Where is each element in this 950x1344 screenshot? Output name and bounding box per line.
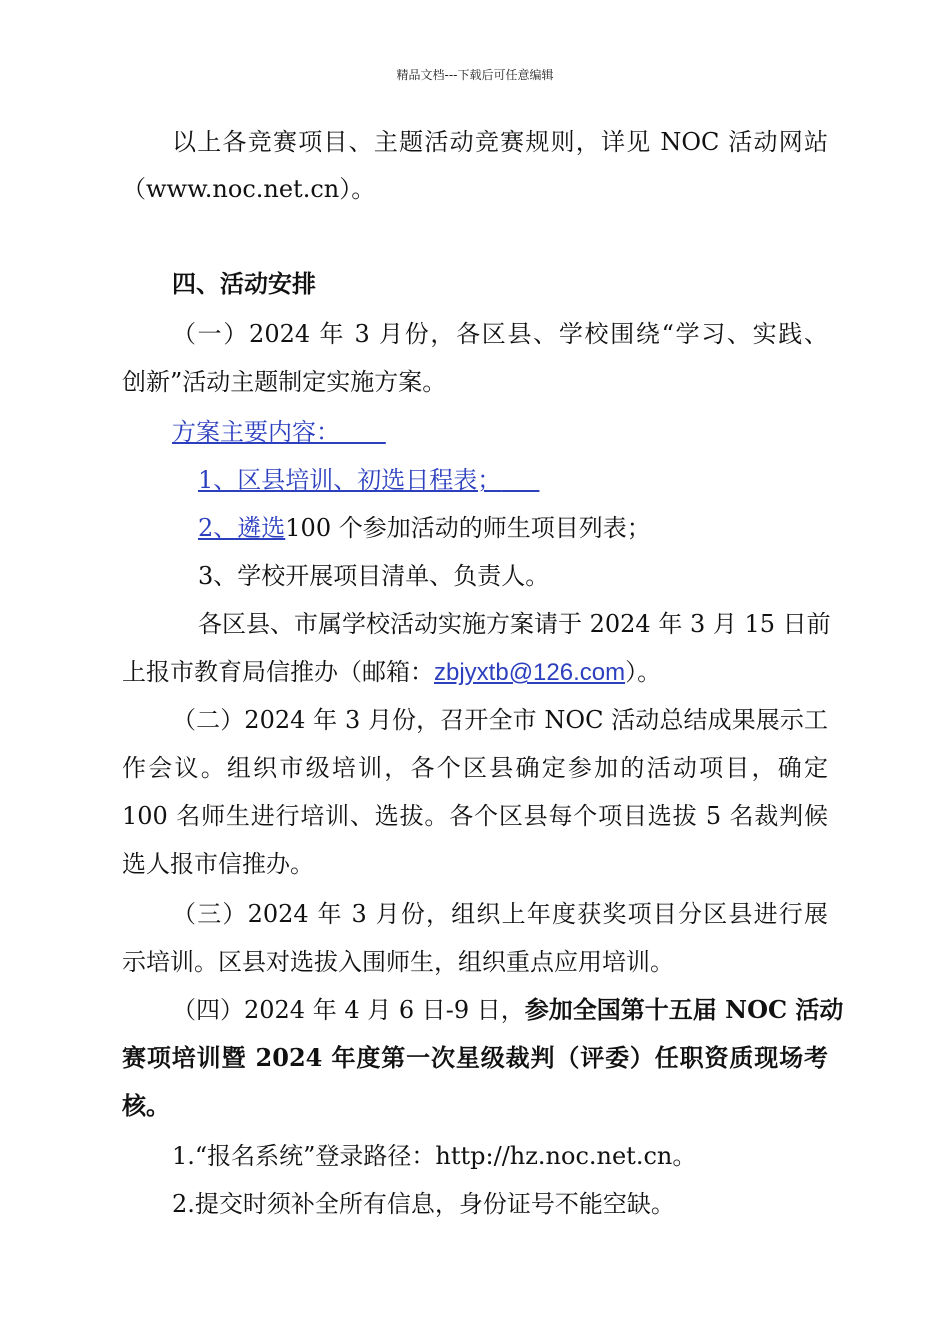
plan-item-3: 3、学校开展项目清单、负责人。 bbox=[198, 562, 550, 590]
paragraph-line: 作会议。组织市级培训，各个区县确定参加的活动项目，确定 bbox=[122, 754, 828, 782]
plan-title-link[interactable]: 方案主要内容： bbox=[172, 418, 340, 446]
plan-item-1-underline bbox=[501, 466, 539, 494]
paragraph-line: 100 名师生进行培训、选拔。各个区县每个项目选拔 5 名裁判候 bbox=[122, 802, 828, 830]
paragraph-line: 核。 bbox=[122, 1091, 170, 1120]
paragraph-line: 赛项培训暨 2024 年度第一次星级裁判（评委）任职资质现场考 bbox=[122, 1043, 828, 1072]
paragraph-line: 选人报市信推办。 bbox=[122, 850, 314, 878]
list-item: 2.提交时须补全所有信息，身份证号不能空缺。 bbox=[172, 1190, 675, 1218]
paragraph-line: 以上各竞赛项目、主题活动竞赛规则，详见 NOC 活动网站 bbox=[172, 128, 828, 156]
submission-text-end: ）。 bbox=[625, 658, 662, 686]
event-title-bold: 参加全国第十五届 NOC 活动 bbox=[524, 995, 844, 1024]
submission-text: 上报市教育局信推办（邮箱： bbox=[122, 658, 434, 686]
event-date-text: （四）2024 年 4 月 6 日-9 日， bbox=[172, 996, 525, 1024]
paragraph-line: 各区县、市属学校活动实施方案请于 2024 年 3 月 15 日前 bbox=[198, 610, 831, 638]
plan-title-underline bbox=[340, 418, 386, 446]
paragraph-line: （三）2024 年 3 月份，组织上年度获奖项目分区县进行展 bbox=[172, 900, 828, 928]
plan-item-1-link[interactable]: 1、区县培训、初选日程表； bbox=[198, 466, 502, 494]
list-item: 1.“报名系统”登录路径：http://hz.noc.net.cn。 bbox=[172, 1142, 697, 1170]
email-link[interactable]: zbjyxtb@126.com bbox=[434, 659, 626, 686]
plan-item-2-link[interactable]: 2、遴选 bbox=[198, 514, 286, 542]
paragraph-line: （二）2024 年 3 月份，召开全市 NOC 活动总结成果展示工 bbox=[172, 706, 828, 734]
plan-item-2-text: 100 个参加活动的师生项目列表； bbox=[285, 514, 651, 542]
paragraph-line: （一）2024 年 3 月份，各区县、学校围绕“学习、实践、 bbox=[172, 320, 828, 348]
paragraph-line: （www.noc.net.cn）。 bbox=[122, 175, 376, 203]
page-header: 精品文档---下载后可任意编辑 bbox=[396, 68, 554, 82]
paragraph-line bbox=[172, 994, 844, 1026]
section-heading: 四、活动安排 bbox=[172, 269, 316, 298]
paragraph-line: 示培训。区县对选拔入围师生，组织重点应用培训。 bbox=[122, 948, 674, 976]
paragraph-line: 创新”活动主题制定实施方案。 bbox=[122, 368, 447, 396]
